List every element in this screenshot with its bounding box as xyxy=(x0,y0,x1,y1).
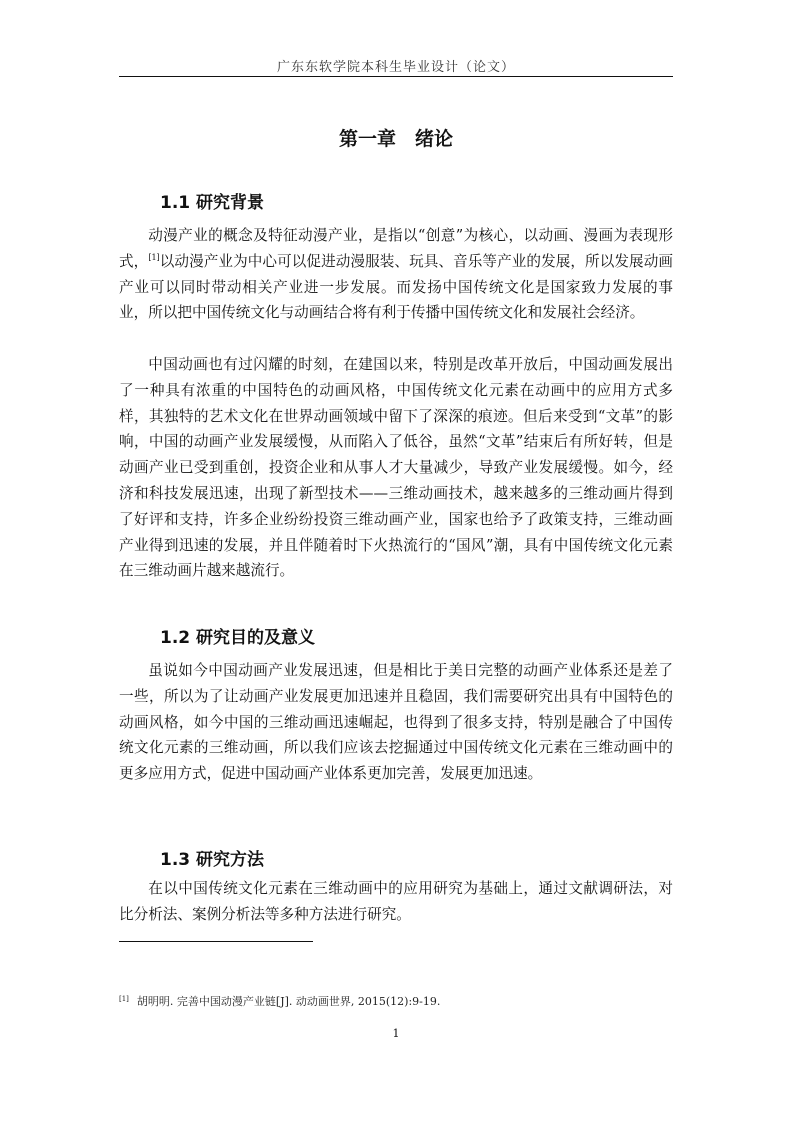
section-heading-1-1: 1.1 研究背景 xyxy=(160,193,265,213)
footnote-text: 胡明明. 完善中国动漫产业链[J]. 动动画世界, 2015(12):9-19. xyxy=(136,995,441,1008)
chapter-title: 第一章 绪论 xyxy=(338,128,453,150)
paragraph-methods: 在以中国传统文化元素在三维动画中的应用研究为基础上，通过文献调研法，对比分析法、案例分析法等多种方法进行研究。 xyxy=(119,880,673,923)
paragraph-text: 动漫产业的概念及特征动漫产业，是指以“创意”为核心，以动画、漫画为表现形式， xyxy=(119,227,673,270)
paragraph-background-2: 中国动画也有过闪耀的时刻，在建国以来，特别是改革开放后，中国动画发展出了一种具有浓重的中国特色的动画风格，中国传统文化元素在动画中的应用方式多样，其独特的艺术文化在世界动画领域中留下了深深的痕迹。但后来受到“文革”的影响，中国的动画产业发展缓慢，从而陷入了低谷，虽然“文革”结束后有所好转，但是动画产业已受到重创，投资企业和从事人才大量减少，导致产业发展缓慢。如今，经济和科技发展迅速，出现了新型技术——三维动画技术，越来越多的三维动画片得到了好评和支持，许多企业纷纷投资三维动画产业，国家也给予了政策支持，三维动画产业得到迅速的发展，并且伴随着时下火热流行的“国风”潮，具有中国传统文化元素在三维动画片越来越流行。 xyxy=(119,356,673,580)
paragraph-purpose: 虽说如今中国动画产业发展迅速，但是相比于美日完整的动画产业体系还是差了一些，所以为了让动画产业发展更加迅速并且稳固，我们需要研究出具有中国特色的动画风格，如今中国的三维动画迅速崛起，也得到了很多支持，特别是融合了中国传统文化元素的三维动画，所以我们应该去挖掘通过中国传统文化元素在三维动画中的更多应用方式，促进中国动画产业体系更加完善，发展更加迅速。 xyxy=(119,662,673,783)
paragraph-text: 以动漫产业为中心可以促进动漫服装、玩具、音乐等产业的发展，所以发展动画产业可以同时带动相关产业进一步发展。而发扬中国传统文化是国家致力发展的事业，所以把中国传统文化与动画结合将有利于传播中国传统文化和发展社会经济。 xyxy=(119,252,673,322)
header-divider xyxy=(119,76,673,77)
footnote-divider xyxy=(119,941,313,942)
footnote xyxy=(119,993,673,1009)
section-heading-1-2: 1.2 研究目的及意义 xyxy=(160,628,316,648)
page-number: 1 xyxy=(392,1027,400,1040)
page-header: 广东东软学院本科生毕业设计（论文） xyxy=(276,60,515,75)
citation-marker[interactable]: [1] xyxy=(148,252,160,262)
footnote-marker: [1] xyxy=(119,995,129,1003)
paragraph-background-1 xyxy=(119,223,673,326)
section-heading-1-3: 1.3 研究方法 xyxy=(160,850,265,870)
